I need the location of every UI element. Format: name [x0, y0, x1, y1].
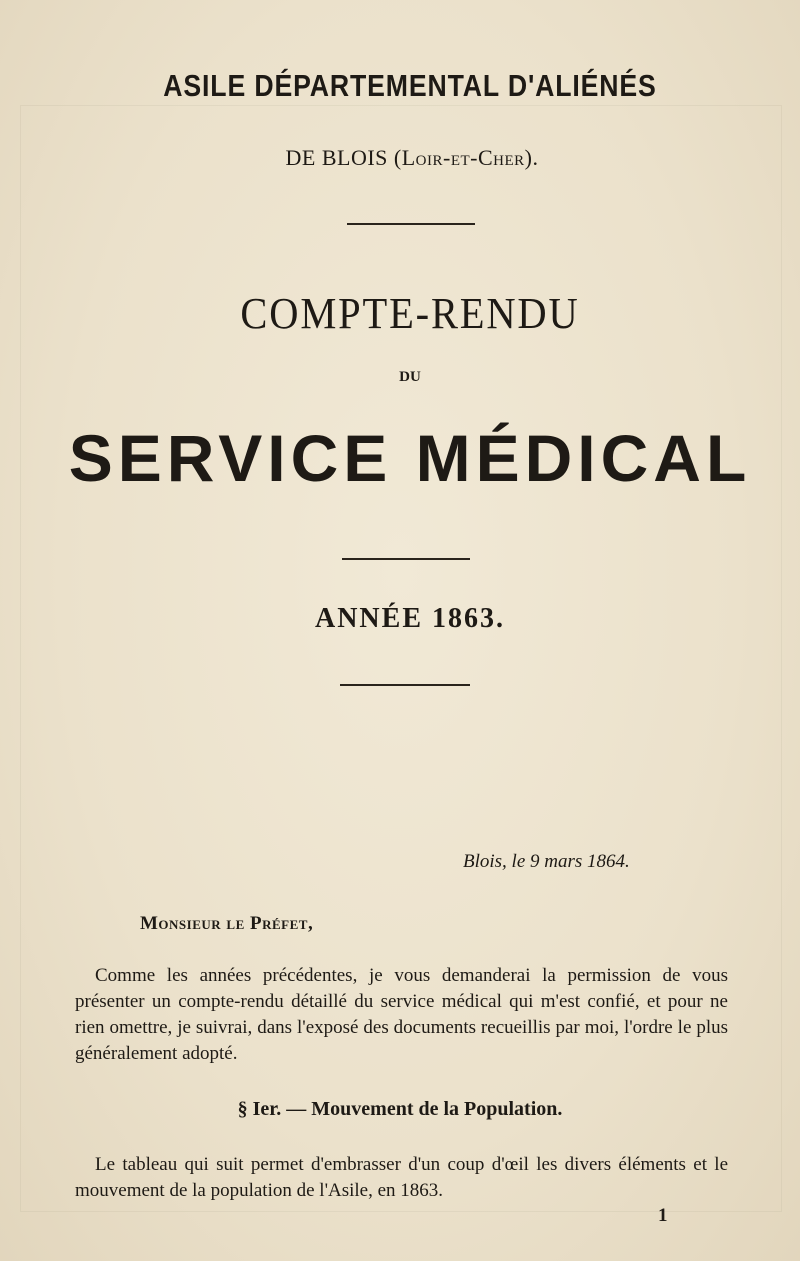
report-title: COMPTE-RENDU — [240, 289, 580, 338]
page-number: 1 — [658, 1205, 668, 1226]
service-title: SERVICE MÉDICAL — [68, 421, 752, 495]
location-region: Loir-et-Cher — [401, 145, 525, 170]
institution-title: ASILE DÉPARTEMENTAL D'ALIÉNÉS — [163, 68, 657, 103]
year-heading: ANNÉE 1863. — [314, 603, 505, 634]
divider-rule-2 — [342, 558, 470, 560]
dateline: Blois, le 9 mars 1864. — [463, 851, 630, 872]
divider-rule-1 — [347, 223, 475, 225]
section-heading: § Ier. — Mouvement de la Population. — [237, 1098, 563, 1120]
section-paragraph: Le tableau qui suit permet d'embrasser d'un coup d'œil les divers éléments et le mouvement de la population de l'Asile, en 1863. — [75, 1154, 728, 1201]
intro-paragraph: Comme les années précédentes, je vous demanderai la permission de vous présenter un compte-rendu détaillé du service médical qui m'est confié, et pour ne rien omettre, je suivrai, dans l'exposé des documents recueillis par moi, l'ordre le plus généralement adopté. — [75, 965, 728, 1064]
location-suffix: ). — [524, 145, 539, 170]
report-title-du: DU — [399, 369, 421, 385]
divider-rule-3 — [340, 684, 470, 686]
salutation: Monsieur le Préfet, — [140, 913, 314, 934]
location-line — [12, 145, 800, 171]
location-prefix: DE BLOIS ( — [285, 145, 402, 170]
